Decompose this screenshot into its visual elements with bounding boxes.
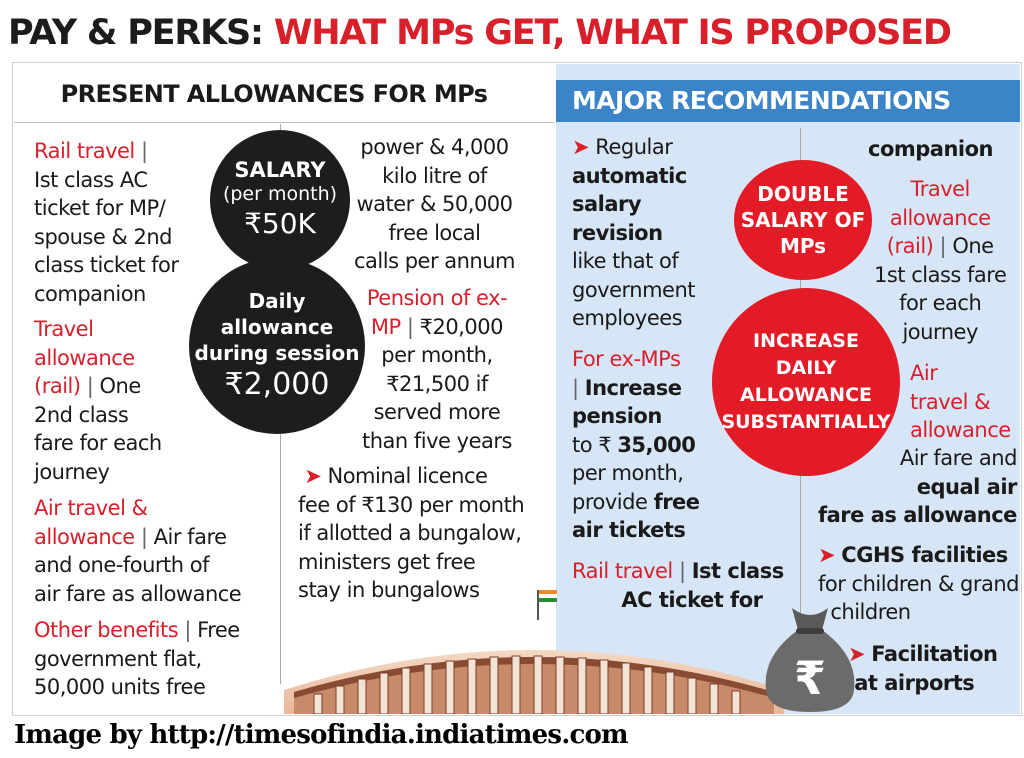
headline-part2: WHAT MPs GET, WHAT IS PROPOSED xyxy=(273,13,951,53)
utilities-block: power & 4,000 kilo litre of water & 50,000 free local calls per annum xyxy=(354,135,516,273)
recommendations-heading: MAJOR RECOMMENDATIONS xyxy=(572,86,951,115)
licence-fee-block: ➤ Nominal licence fee of ₹130 per month if allotted a bungalow, ministers get free stay in bungalows xyxy=(298,464,525,602)
salary-value: ₹50K xyxy=(244,207,316,240)
travel-allowance-block: Travel allowance (rail) | One 2nd class fare for each journey xyxy=(34,317,162,484)
heading-divider xyxy=(14,122,554,123)
companion-text: companion xyxy=(868,137,993,161)
salary-circle: SALARY (per month) ₹50K xyxy=(210,130,350,270)
headline-part1: PAY & PERKS: xyxy=(8,13,263,53)
rail-travel-block: Rail travel | Ist class AC ticket for MP/ spouse & 2nd class ticket for companion xyxy=(34,139,179,306)
air-travel-recommendation-text: Air fare and equal air fare as allowance xyxy=(818,446,1017,527)
rail-travel-recommendation-block: Rail travel | Ist class AC ticket for xyxy=(572,559,784,612)
other-benefits-block: Other benefits | Free government flat, 50,000 units free xyxy=(34,618,240,699)
image-credit: Image by http://timesofindia.indiatimes.com xyxy=(14,720,628,750)
money-bag-icon xyxy=(762,604,858,714)
arrow-right-icon: ➤ xyxy=(848,642,866,666)
airport-facilitation-block: ➤ Facilitation at airports xyxy=(848,642,998,695)
daily-allowance-value: ₹2,000 xyxy=(224,367,330,402)
cghs-block: ➤ CGHS facilities for children & grand children xyxy=(818,543,1020,624)
air-travel-block: Air travel & allowance | Air fare and one-fourth of air fare as allowance xyxy=(34,496,242,606)
arrow-right-icon: ➤ xyxy=(818,543,836,567)
rupee-symbol: ₹ xyxy=(793,651,827,705)
present-allowances-heading: PRESENT ALLOWANCES FOR MPs xyxy=(60,80,488,108)
daily-allowance-circle: Daily allowance during session ₹2,000 xyxy=(189,258,365,434)
rail-travel-title: Rail travel xyxy=(34,139,135,163)
travel-allowance-recommendation-block: Travel allowance (rail) | One 1st class fare for each journey xyxy=(874,177,1007,344)
automatic-revision-block: ➤ Regular automatic salary revision like that of government employees xyxy=(572,135,696,330)
double-salary-circle: DOUBLE SALARY OF MPs xyxy=(734,160,872,280)
arrow-right-icon: ➤ xyxy=(304,464,322,488)
air-travel-recommendation-title: Air travel & allowance xyxy=(910,361,1011,442)
arrow-right-icon: ➤ xyxy=(572,135,590,159)
ex-mp-pension-block: For ex-MPs | Increase pension to ₹ 35,000 per month, provide free air tickets xyxy=(572,347,700,542)
increase-allowance-circle: INCREASE DAILY ALLOWANCE SUBSTANTIALLY xyxy=(712,288,900,476)
headline xyxy=(8,8,951,58)
pension-block: Pension of ex- MP | ₹20,000 per month, ₹21,500 if served more than five years xyxy=(362,286,512,453)
